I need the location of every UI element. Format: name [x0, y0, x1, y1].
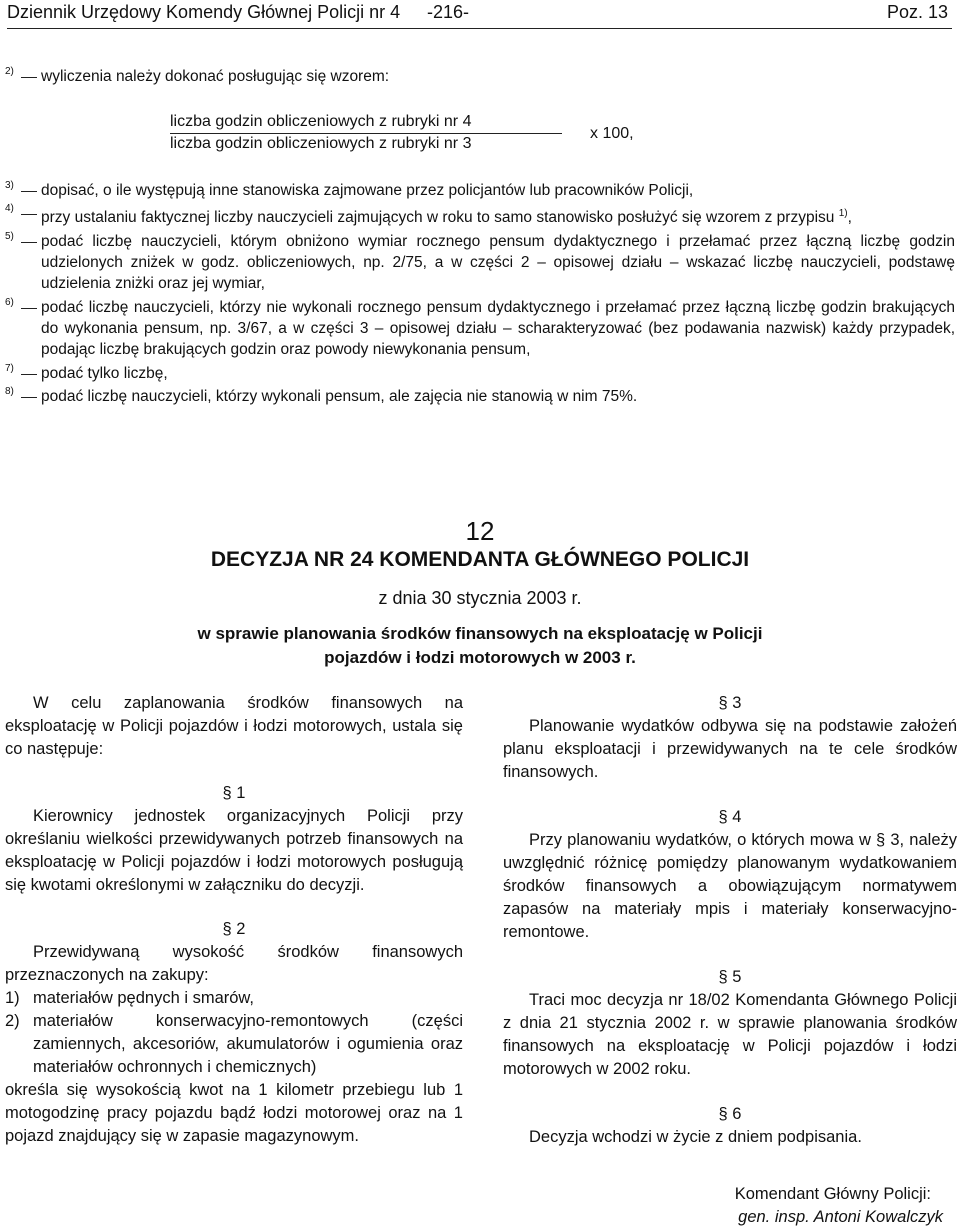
section-2-text: Przewidywaną wysokość środków finansowych przeznaczonych na zakupy: — [5, 943, 463, 984]
footnotes-list — [7, 180, 955, 407]
section-5: § 5 — [718, 968, 742, 986]
formula-fraction — [170, 112, 562, 154]
formula-denominator: liczba godzin obliczeniowych z rubryki nr 3 — [170, 135, 472, 152]
decision-number: 12 — [465, 516, 495, 546]
footnote-8: 8) podać liczbę nauczycieli, którzy wykonali pensum, ale zajęcia nie stanowią w nim 75%. — [5, 385, 638, 405]
footnote-7: 7) podać tylko liczbę, — [5, 362, 168, 382]
footnote-4: 4) przy ustalaniu faktycznej liczby nauczycieli zajmujących w roku to samo stanowisko posłużyć się wzorem z przypisu $^{1)}$, — [5, 203, 852, 227]
section-6: § 6 — [718, 1105, 742, 1123]
list-item: 2) materiałów konserwacyjno-remontowych (części zamiennych, akcesoriów, akumulatorów i ogumienia oraz materiałów ochronnych i chemicznych) — [5, 1012, 463, 1076]
decision-subject-line2: pojazdów i łodzi motorowych w 2003 r. — [324, 648, 636, 667]
section-6-text: Decyzja wchodzi w życie z dniem podpisania. — [529, 1128, 862, 1146]
right-column — [503, 692, 957, 1229]
intro-paragraph: W celu zaplanowania środków finansowych na eksploatację w Policji pojazdów i łodzi motorowych, ustala się co następuje: — [5, 694, 463, 758]
section-3-text: Planowanie wydatków odbywa się na podstawie założeń planu eksploatacji i przewidywanych na te cele środków finansowych. — [503, 717, 957, 781]
decision-heading: DECYZJA NR 24 KOMENDANTA GŁÓWNEGO POLICJI — [210, 548, 750, 571]
signature-title: Komendant Główny Policji: — [734, 1185, 931, 1203]
section-4: § 4 — [718, 808, 742, 826]
formula-numerator: liczba godzin obliczeniowych z rubryki nr 4 — [170, 112, 562, 134]
section-4-text: Przy planowaniu wydatków, o których mowa w § 3, należy uwzględnić różnicę pomiędzy planowanym wydatkowaniem środków finansowych a obowiązującym normatywem zapasów na materiały mpis i materiały konserwacyjno-remontowe. — [503, 831, 957, 941]
list-item: 1) materiałów pędnych i smarów, — [5, 989, 255, 1007]
left-column — [5, 692, 463, 1148]
section-1: § 1 — [222, 784, 246, 802]
footnote-5: 5) podać liczbę nauczycieli, którym obniżono wymiar rocznego pensum dydaktycznego i przełamać przez łączną liczbę godzin udzielonych zniżek w godz. obliczeniowych, np. 2/75, a w części 2 – opisowej działu – wskazać liczbę nauczycieli, podstawę udzielenia zniżki oraz jej wymiar, — [5, 230, 955, 293]
position-number: Poz. 13 — [886, 2, 948, 22]
section-5-text: Traci moc decyzja nr 18/02 Komendanta Głównego Policji z dnia 21 stycznia 2002 r. w sprawie planowania środków finansowych na eksploatację w Policji pojazdów i łodzi motorowych w 2002 roku. — [503, 991, 957, 1078]
decision-subject-line1: w sprawie planowania środków finansowych na eksploatację w Policji — [197, 624, 763, 643]
signature-name: gen. insp. Antoni Kowalczyk — [738, 1208, 943, 1226]
footnote-2: 2) wyliczenia należy dokonać posługując się wzorem: — [5, 66, 390, 85]
page-number: -216- — [427, 2, 470, 22]
decision-date: z dnia 30 stycznia 2003 r. — [378, 588, 582, 608]
section-2-conclusion: określa się wysokością kwot na 1 kilometr przebiegu lub 1 motogodzinę pracy pojazdu bądź łodzi motorowej oraz na 1 pojazd znajdujący się w zapasie magazynowym. — [5, 1081, 463, 1145]
section-2: § 2 — [222, 920, 246, 938]
footnote-6: 6) podać liczbę nauczycieli, którzy nie wykonali rocznego pensum dydaktycznego i przełamać przez łączną liczbę godzin brakujących do wykonania pensum, np. 3/67, a w części 3 – opisowej działu – scharakteryzować (bez podawania nazwisk) każdy przypadek, podając liczbę brakujących godzin oraz powody niewykonania pensum, — [5, 296, 955, 359]
section-1-text: Kierownicy jednostek organizacyjnych Policji przy określaniu wielkości przewidywanych potrzeb finansowych na eksploatację w Policji pojazdów i łodzi motorowych posługują się kwotami określonymi w załączniku do decyzji. — [5, 807, 463, 894]
page-header — [7, 2, 952, 29]
footnote-3: 3) dopisać, o ile występują inne stanowiska zajmowane przez policjantów lub pracowników Policji, — [5, 180, 694, 199]
formula-multiplier: x 100, — [590, 125, 634, 142]
journal-title: Dziennik Urzędowy Komendy Głównej Policji nr 4 — [7, 2, 401, 22]
section-3: § 3 — [718, 694, 742, 712]
